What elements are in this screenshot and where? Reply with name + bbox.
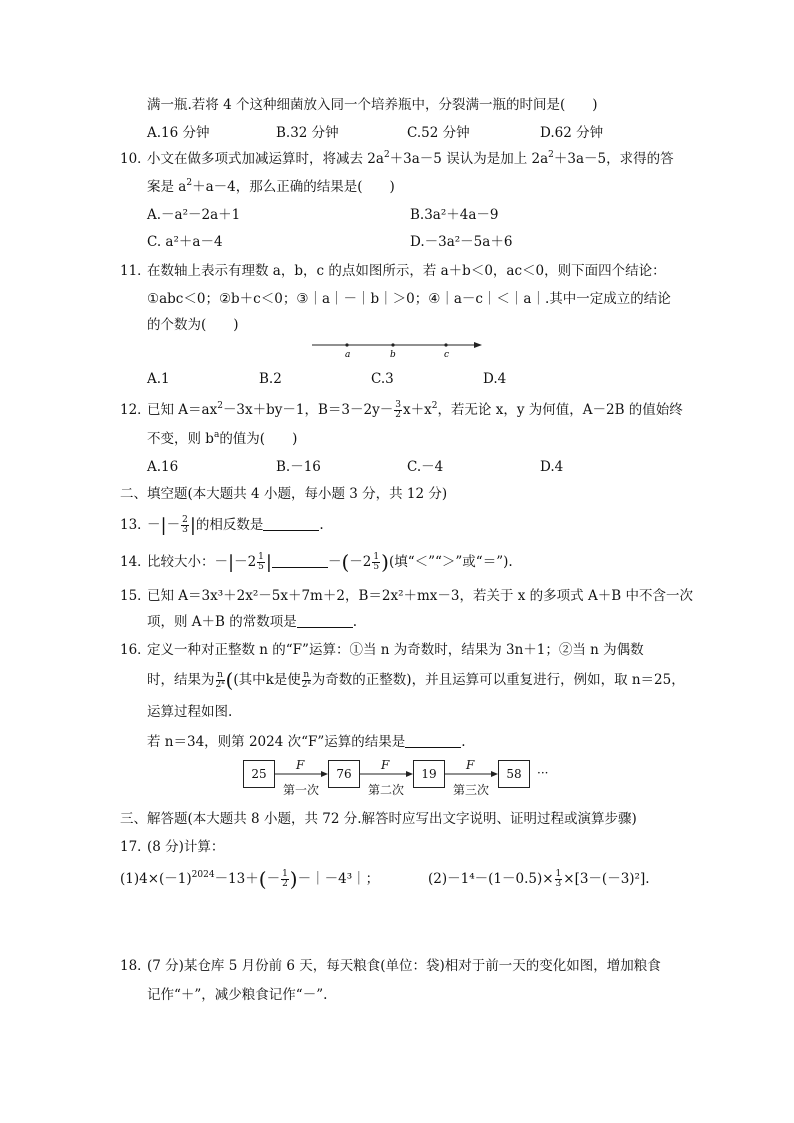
flow-arrow-label-2: F — [381, 758, 390, 772]
q16-stem-line2: 时，结果为 $\frac{n}{\text{2ᵏ}}$ ((其中k是使 $\frac{n}{\text{2ᵏ}}$ 为奇数的正整数)，并且运算可以重复进行，例如，取 n＝25， — [147, 668, 685, 692]
flow-box-4: 58 — [498, 760, 530, 788]
flow-box-1: 25 — [243, 760, 275, 788]
flow-box-2: 76 — [328, 760, 360, 788]
q9-stem: 满一瓶.若将 4 个这种细菌放入同一个培养瓶中，分裂满一瓶的时间是( ) — [147, 97, 598, 113]
section-3-heading: 三、解答题(本大题共 8 小题，共 72 分.解答时应写出文字说明、证明过程或演算步骤) — [120, 811, 637, 827]
q14-stem: 比较大小：－|－2 $\frac{1}{5}$ | －(－2 $\frac{1}{5}$ )(填“＜”“＞”或“＝”). — [147, 550, 513, 574]
q11-option-d: D.4 — [483, 371, 507, 387]
q10-number: 10． — [120, 151, 151, 167]
flow-step-1: 第一次 — [283, 783, 320, 797]
flow-step-3: 第三次 — [453, 783, 490, 797]
q12-option-d: D.4 — [540, 459, 564, 475]
q15-number: 15． — [120, 588, 151, 604]
point-b — [391, 343, 394, 346]
q11-number: 11． — [120, 263, 151, 279]
q10-option-a: A.－a²－2a＋1 — [147, 207, 241, 223]
q13-answer-blank[interactable] — [263, 516, 319, 531]
flow-arrow-label-3: F — [466, 758, 475, 772]
q9-option-c: C.52 分钟 — [407, 125, 470, 141]
q13-stem: －|－ $\frac{2}{3}$ |的相反数是 . — [147, 515, 324, 536]
q17-number: 17． — [120, 839, 151, 855]
q10-option-c: C. a²＋a－4 — [147, 234, 223, 250]
q16-stem-line1: 定义一种对正整数 n 的“F”运算：①当 n 为奇数时，结果为 3n＋1；②当 n 为偶数 — [147, 642, 644, 658]
q13-number: 13． — [120, 517, 151, 533]
q14-number: 14． — [120, 554, 151, 570]
q10-option-d: D.－3a²－5a＋6 — [410, 234, 513, 250]
q12-option-c: C.－4 — [407, 459, 444, 475]
q9-option-b: B.32 分钟 — [276, 125, 339, 141]
flow-ellipsis: ··· — [537, 766, 549, 780]
point-c — [444, 343, 447, 346]
q16-number: 16． — [120, 642, 151, 658]
q17-part-2: (2)－1⁴－(1－0.5)× $\frac{1}{3}$ ×[3－(－3)²]. — [428, 869, 650, 889]
q10-option-b: B.3a²＋4a－9 — [410, 207, 499, 223]
q18-number: 18． — [120, 958, 151, 974]
section-2-heading: 二、填空题(本大题共 4 小题，每小题 3 分，共 12 分) — [120, 486, 448, 502]
q15-stem-line2: 项，则 A＋B 的常数项是 . — [147, 614, 358, 630]
point-c-label: c — [444, 350, 450, 360]
point-a-label: a — [345, 350, 351, 360]
q12-stem-line1: 已知 $A=ax^2-3x+by-1$，B＝3－2y－ $\frac{3}{2}$ $x+x^2$，若无论 x，y 为何值，A－2B 的值始终 — [147, 400, 683, 420]
q17-heading: (8 分)计算： — [147, 839, 225, 855]
q18-stem-line1: (7 分)某仓库 5 月份前 6 天，每天粮食(单位：袋)相对于前一天的变化如图，增加粮食 — [147, 958, 661, 974]
flow-arrow-label-1: F — [296, 758, 305, 772]
q10-stem-line1: 小文在做多项式加减运算时，将减去 $2a^2+3a-5$ 误认为是加上 $2a^2+3a-5$，求得的答 — [147, 150, 674, 167]
q14-answer-blank[interactable] — [272, 553, 328, 568]
q11-stem-line1: 在数轴上表示有理数 a，b，c 的点如图所示，若 a＋b＜0，ac＜0，则下面四个结论： — [147, 263, 666, 279]
point-a — [345, 343, 348, 346]
q12-number: 12． — [120, 402, 151, 418]
q12-option-b: B.－16 — [276, 459, 321, 475]
q10-stem-line2: 案是 $a^2+a-4$，那么正确的结果是( ) — [147, 178, 395, 195]
q15-answer-blank[interactable] — [297, 613, 353, 628]
flow-step-2: 第二次 — [368, 783, 405, 797]
arrow-right-icon — [406, 771, 413, 777]
q11-stem-line3: 的个数为( ) — [147, 317, 239, 333]
q18-stem-line2: 记作“＋”，减少粮食记作“－”. — [147, 987, 328, 1003]
q11-option-c: C.3 — [371, 371, 394, 387]
q11-option-b: B.2 — [259, 371, 282, 387]
q16-stem-line3: 运算过程如图. — [147, 704, 233, 720]
q16-answer-blank[interactable] — [405, 733, 461, 748]
q11-stem-line2: ①abc＜0；②b＋c＜0；③｜a｜－｜b｜＞0；④｜a－c｜＜｜a｜.其中一定成立的结论 — [147, 291, 671, 307]
point-b-label: b — [390, 350, 396, 360]
q15-stem-line1: 已知 A＝3x³＋2x²－5x＋7m＋2，B＝2x²＋mx－3，若关于 x 的多项式 A＋B 中不含一次 — [147, 588, 693, 604]
flow-box-3: 19 — [413, 760, 445, 788]
number-line-figure — [310, 336, 490, 362]
number-line-arrow-icon — [474, 342, 482, 348]
q17-part-1: $(1)4\times(-1)^{2024}-13+(-$ $\frac{1}{2}$ )－｜－4³｜； — [120, 867, 380, 891]
q9-option-d: D.62 分钟 — [540, 125, 604, 141]
q12-stem-line2: 不变，则 $b^a$的值为( ) — [147, 430, 298, 447]
q12-option-a: A.16 — [147, 459, 179, 475]
q16-stem-line4: 若 n＝34，则第 2024 次“F”运算的结果是 . — [147, 734, 466, 750]
q11-option-a: A.1 — [147, 371, 170, 387]
arrow-right-icon — [491, 771, 498, 777]
arrow-right-icon — [321, 771, 328, 777]
q9-option-a: A.16 分钟 — [147, 125, 210, 141]
